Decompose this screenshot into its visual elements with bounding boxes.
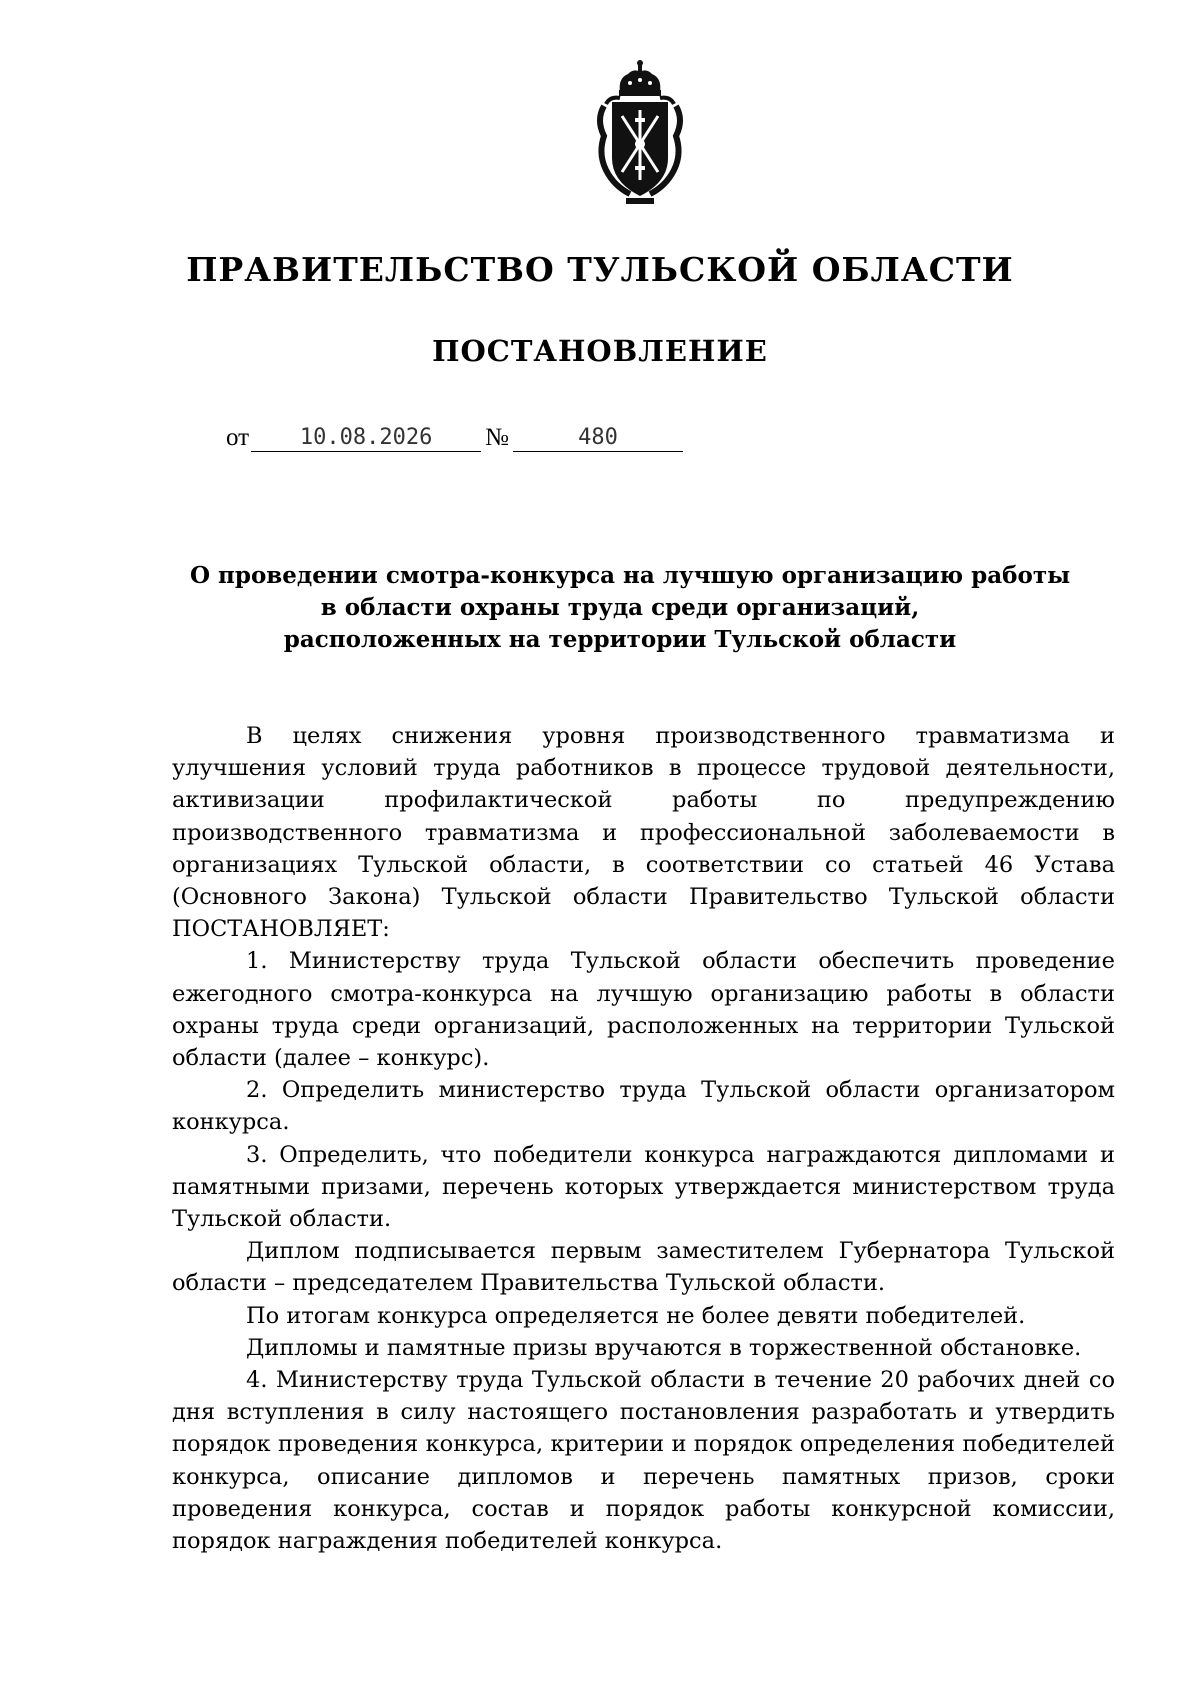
document-subject	[190, 560, 1071, 656]
awards-ceremony-paragraph: Дипломы и памятные призы вручаются в торжественной обстановке.	[246, 1334, 1082, 1361]
date-number-line	[226, 420, 683, 452]
winners-count-paragraph: По итогам конкурса определяется не более девяти победителей.	[246, 1302, 1026, 1329]
document-body	[172, 720, 1115, 1557]
government-title: ПРАВИТЕЛЬСТВО ТУЛЬСКОЙ ОБЛАСТИ	[186, 250, 1014, 289]
preamble-paragraph: В целях снижения уровня производственного травматизма и улучшения условий труда работников в процессе трудовой деятельности, активизации профилактической работы по предупреждению производственного травматизма и профессиональной заболеваемости в организациях Тульской области, в соответствии со статьей 46 Устава (Основного Закона) Тульской области Правительство Тульской области ПОСТАНОВЛЯЕТ:	[172, 723, 1115, 943]
clause-3-paragraph: 3. Определить, что победители конкурса награждаются дипломами и памятными призами, перечень которых утверждается министерством труда Тульской области.	[172, 1141, 1115, 1233]
date-prefix-label: от	[226, 424, 250, 451]
clause-2-paragraph: 2. Определить министерство труда Тульской области организатором конкурса.	[172, 1077, 1115, 1136]
subject-line: расположенных на территории Тульской области	[283, 626, 957, 653]
subject-line: в области охраны труда среди организаций,	[320, 594, 920, 621]
clause-4-paragraph: 4. Министерству труда Тульской области в течение 20 рабочих дней со дня вступления в силу настоящего постановления разработать и утвердить порядок проведения конкурса, критерии и порядок определения победителей конкурса, описание дипломов и перечень памятных призов, сроки проведения конкурса, состав и порядок работы конкурсной комиссии, порядок награждения победителей конкурса.	[172, 1367, 1115, 1555]
subject-line: О проведении смотра-конкурса на лучшую организацию работы	[190, 562, 1071, 589]
diploma-signing-paragraph: Диплом подписывается первым заместителем Губернатора Тульской области – председателем Правительства Тульской области.	[172, 1238, 1115, 1297]
number-sign-label: №	[485, 424, 509, 451]
number-field: 480	[513, 425, 683, 452]
clause-1-paragraph: 1. Министерству труда Тульской области обеспечить проведение ежегодного смотра-конкурса на лучшую организацию работы в области охраны труда среди организаций, расположенных на территории Тульской области (далее – конкурс).	[172, 948, 1115, 1072]
document-type-title: ПОСТАНОВЛЕНИЕ	[432, 334, 768, 368]
date-field: 10.08.2026	[251, 425, 481, 452]
coat-of-arms-icon	[590, 58, 690, 208]
